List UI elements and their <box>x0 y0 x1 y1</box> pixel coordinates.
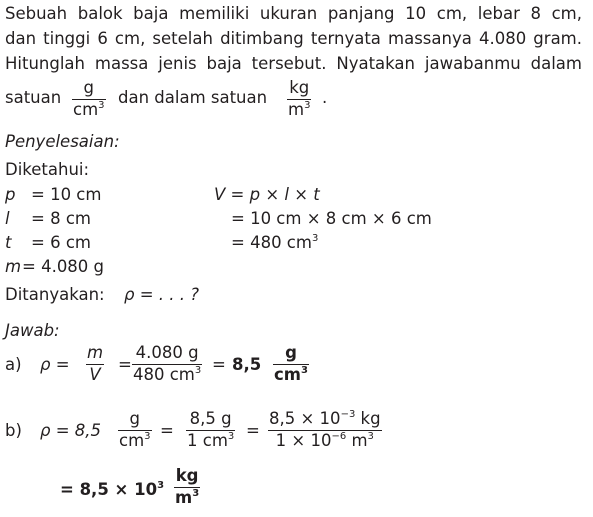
known-p-var: p <box>5 185 16 204</box>
part-b-unit-fraction <box>118 411 152 449</box>
fraction-numerator: kg <box>175 466 199 485</box>
part-b-fraction-values <box>186 411 235 449</box>
part-a-equals-1: = <box>118 355 132 374</box>
fraction-numerator: g <box>285 343 297 362</box>
fraction-numerator: m <box>87 343 104 362</box>
problem-period: . <box>322 88 328 107</box>
unit-denominator: $cm^3$ <box>73 99 105 119</box>
fraction-numerator: 8,5 g <box>189 409 232 428</box>
unit-numerator: kg <box>289 78 310 97</box>
part-b-fraction-scientific <box>268 411 382 449</box>
known-l-value: = 8 cm <box>31 209 91 228</box>
unit-numerator: g <box>83 78 94 97</box>
fraction-denominator: 480 $cm^3$ <box>133 364 202 384</box>
problem-line-2: dan tinggi 6 cm, setelah ditimbang ternyata massanya 4.080 gram. <box>5 29 582 48</box>
fraction-denominator: $1 \times 10^{-6}$ $m^3$ <box>275 430 374 450</box>
part-b-final-unit <box>174 468 200 506</box>
part-a-fraction-m-over-v <box>86 345 104 383</box>
known-m-value: = 4.080 g <box>22 257 105 276</box>
problem-line-3: Hitunglah massa jenis baja tersebut. Nyatakan jawabanmu dalam <box>5 54 582 73</box>
fraction-numerator: $8,5 \times 10^{-3}$ kg <box>269 409 381 428</box>
jawab-label: Jawab: <box>5 321 60 340</box>
ditanyakan-expression: ρ = . . . ? <box>124 285 200 304</box>
ditanyakan-label: Ditanyakan: <box>5 285 105 304</box>
problem-satuan-word: satuan <box>5 88 62 107</box>
unit-fraction-kg-per-m3 <box>287 80 311 118</box>
part-a-label: a) <box>5 355 22 374</box>
part-b-rho-equals: ρ = 8,5 <box>40 421 102 440</box>
part-a-result: 8,5 <box>232 355 262 374</box>
solution-heading: Penyelesaian: <box>5 132 120 151</box>
fraction-numerator: 4.080 g <box>135 343 199 362</box>
known-t-var: t <box>5 233 12 252</box>
known-l-var: l <box>5 209 10 228</box>
volume-result: = 480 $cm^3$ <box>231 233 319 252</box>
fraction-denominator: $cm^3$ <box>119 430 151 450</box>
part-a-rho-equals: ρ = <box>40 355 70 374</box>
fraction-denominator: $m^3$ <box>175 487 200 507</box>
part-b-equals-2: = <box>246 421 260 440</box>
volume-formula: V = p × l × t <box>214 185 320 204</box>
unit-fraction-g-per-cm3 <box>72 80 106 118</box>
fraction-denominator: $cm^3$ <box>274 364 308 384</box>
problem-line-1: Sebuah balok baja memiliki ukuran panjang 10 cm, lebar 8 cm, <box>5 4 582 23</box>
problem-dan-dalam-satuan: dan dalam satuan <box>118 88 268 107</box>
unit-denominator: $m^3$ <box>288 99 311 119</box>
known-m-var: m <box>5 257 22 276</box>
part-a-equals-2: = <box>212 355 226 374</box>
diketahui-label: Diketahui: <box>5 160 90 179</box>
part-b-label: b) <box>5 421 22 440</box>
fraction-denominator: 1 $cm^3$ <box>187 430 235 450</box>
fraction-numerator: g <box>129 409 140 428</box>
part-a-result-unit <box>273 345 309 383</box>
volume-substitution: = 10 cm × 8 cm × 6 cm <box>231 209 432 228</box>
fraction-denominator: V <box>89 364 101 384</box>
part-a-fraction-values <box>132 345 202 383</box>
known-p-value: = 10 cm <box>31 185 102 204</box>
known-t-value: = 6 cm <box>31 233 91 252</box>
part-b-final-result: = $8,5 \times 10^3$ <box>60 480 165 499</box>
part-b-equals-1: = <box>160 421 174 440</box>
